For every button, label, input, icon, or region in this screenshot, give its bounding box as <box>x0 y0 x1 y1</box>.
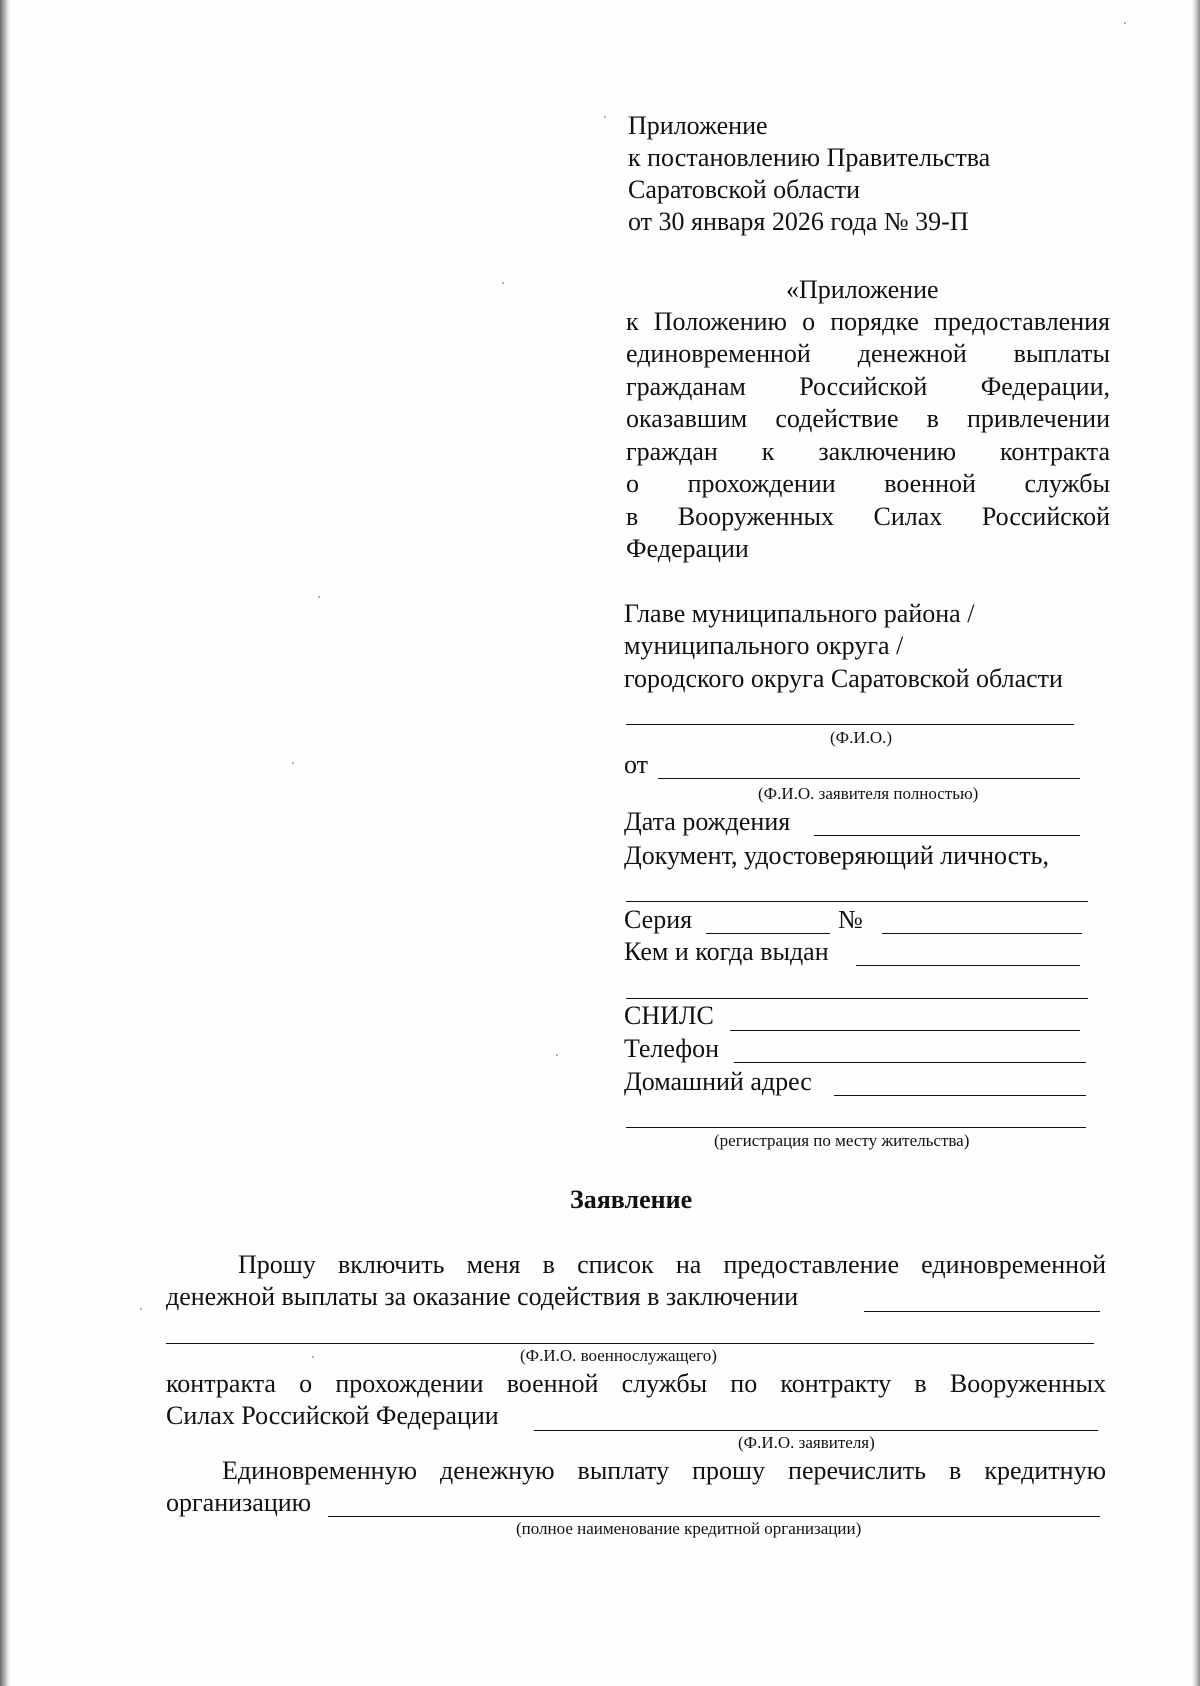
header-date-number: от 30 января 2026 года № 39-П <box>628 207 969 236</box>
appendix-line-3: гражданам Российской Федерации, <box>626 372 1110 401</box>
scan-speck <box>556 1054 558 1056</box>
appendix-line-2: единовременной денежной выплаты <box>626 339 1110 368</box>
scan-speck <box>1124 22 1126 24</box>
statement-p1-line-1: Прошу включить меня в список на предоставление единовременной <box>238 1250 1106 1279</box>
applicant-name-field[interactable] <box>658 778 1080 779</box>
header-line-1: Приложение <box>628 111 768 140</box>
home-address-field-continued[interactable] <box>626 1127 1086 1128</box>
appendix-line-6: о прохождении военной службы <box>626 469 1110 498</box>
statement-p2-line-1: Единовременную денежную выплату прошу перечислить в кредитную <box>222 1456 1106 1485</box>
issued-by-field[interactable] <box>856 965 1080 966</box>
snils-field[interactable] <box>730 1030 1080 1031</box>
issued-by-label: Кем и когда выдан <box>624 937 829 966</box>
scan-speck <box>502 282 504 284</box>
appendix-line-5: граждан к заключению контракта <box>626 437 1110 466</box>
home-address-label: Домашний адрес <box>624 1067 812 1096</box>
header-line-3: Саратовской области <box>628 175 861 204</box>
bank-name-caption: (полное наименование кредитной организации) <box>516 1519 862 1538</box>
series-field[interactable] <box>706 933 830 934</box>
head-fio-field[interactable] <box>626 724 1074 725</box>
bank-name-field[interactable] <box>328 1516 1100 1517</box>
serviceman-name-field[interactable] <box>864 1311 1100 1312</box>
phone-label: Телефон <box>624 1034 720 1063</box>
appendix-line-8: Федерации <box>626 534 749 563</box>
applicant-signature-name-field[interactable] <box>534 1430 1098 1431</box>
serviceman-name-field-continued[interactable] <box>166 1343 1094 1344</box>
addressee-line-2: муниципального округа / <box>624 631 904 660</box>
birth-date-label: Дата рождения <box>624 807 791 836</box>
addressee-line-3: городского округа Саратовской области <box>624 664 1063 693</box>
appendix-line-7: в Вооруженных Силах Российской <box>626 502 1110 531</box>
identity-document-field[interactable] <box>626 901 1088 902</box>
from-label: от <box>624 750 649 779</box>
statement-p1-line-2: денежной выплаты за оказание содействия в заключении <box>166 1282 799 1311</box>
scan-edge-left <box>0 0 10 1686</box>
scan-speck <box>292 762 294 764</box>
series-label: Серия <box>624 905 693 934</box>
statement-p1-line-3: контракта о прохождении военной службы по контракту в Вооруженных <box>166 1369 1106 1398</box>
registration-caption: (регистрация по месту жительства) <box>714 1131 970 1150</box>
scan-speck <box>140 1308 142 1310</box>
number-field[interactable] <box>882 933 1082 934</box>
home-address-field[interactable] <box>834 1095 1086 1096</box>
applicant-name-caption: (Ф.И.О. заявителя полностью) <box>758 784 979 803</box>
snils-label: СНИЛС <box>624 1001 714 1030</box>
birth-date-field[interactable] <box>814 835 1080 836</box>
identity-document-label: Документ, удостоверяющий личность, <box>624 841 1049 870</box>
appendix-title: «Приложение <box>786 275 939 304</box>
scan-speck <box>318 596 320 598</box>
serviceman-name-caption: (Ф.И.О. военнослужащего) <box>520 1346 717 1365</box>
number-label: № <box>838 905 863 934</box>
addressee-line-1: Главе муниципального района / <box>624 599 975 628</box>
issued-by-field-continued[interactable] <box>626 998 1088 999</box>
appendix-line-4: оказавшим содействие в привлечении <box>626 404 1110 433</box>
scan-edge-right <box>1192 0 1200 1686</box>
appendix-line-1: к Положению о порядке предоставления <box>626 307 1110 336</box>
scan-speck <box>604 116 606 118</box>
statement-title: Заявление <box>570 1185 693 1214</box>
statement-p1-line-4: Силах Российской Федерации <box>166 1401 499 1430</box>
scan-speck <box>312 1356 314 1358</box>
applicant-signature-caption: (Ф.И.О. заявителя) <box>738 1433 875 1452</box>
head-fio-caption: (Ф.И.О.) <box>830 728 893 747</box>
statement-p2-line-2: организацию <box>166 1488 312 1517</box>
phone-field[interactable] <box>734 1062 1086 1063</box>
header-line-2: к постановлению Правительства <box>628 143 991 172</box>
